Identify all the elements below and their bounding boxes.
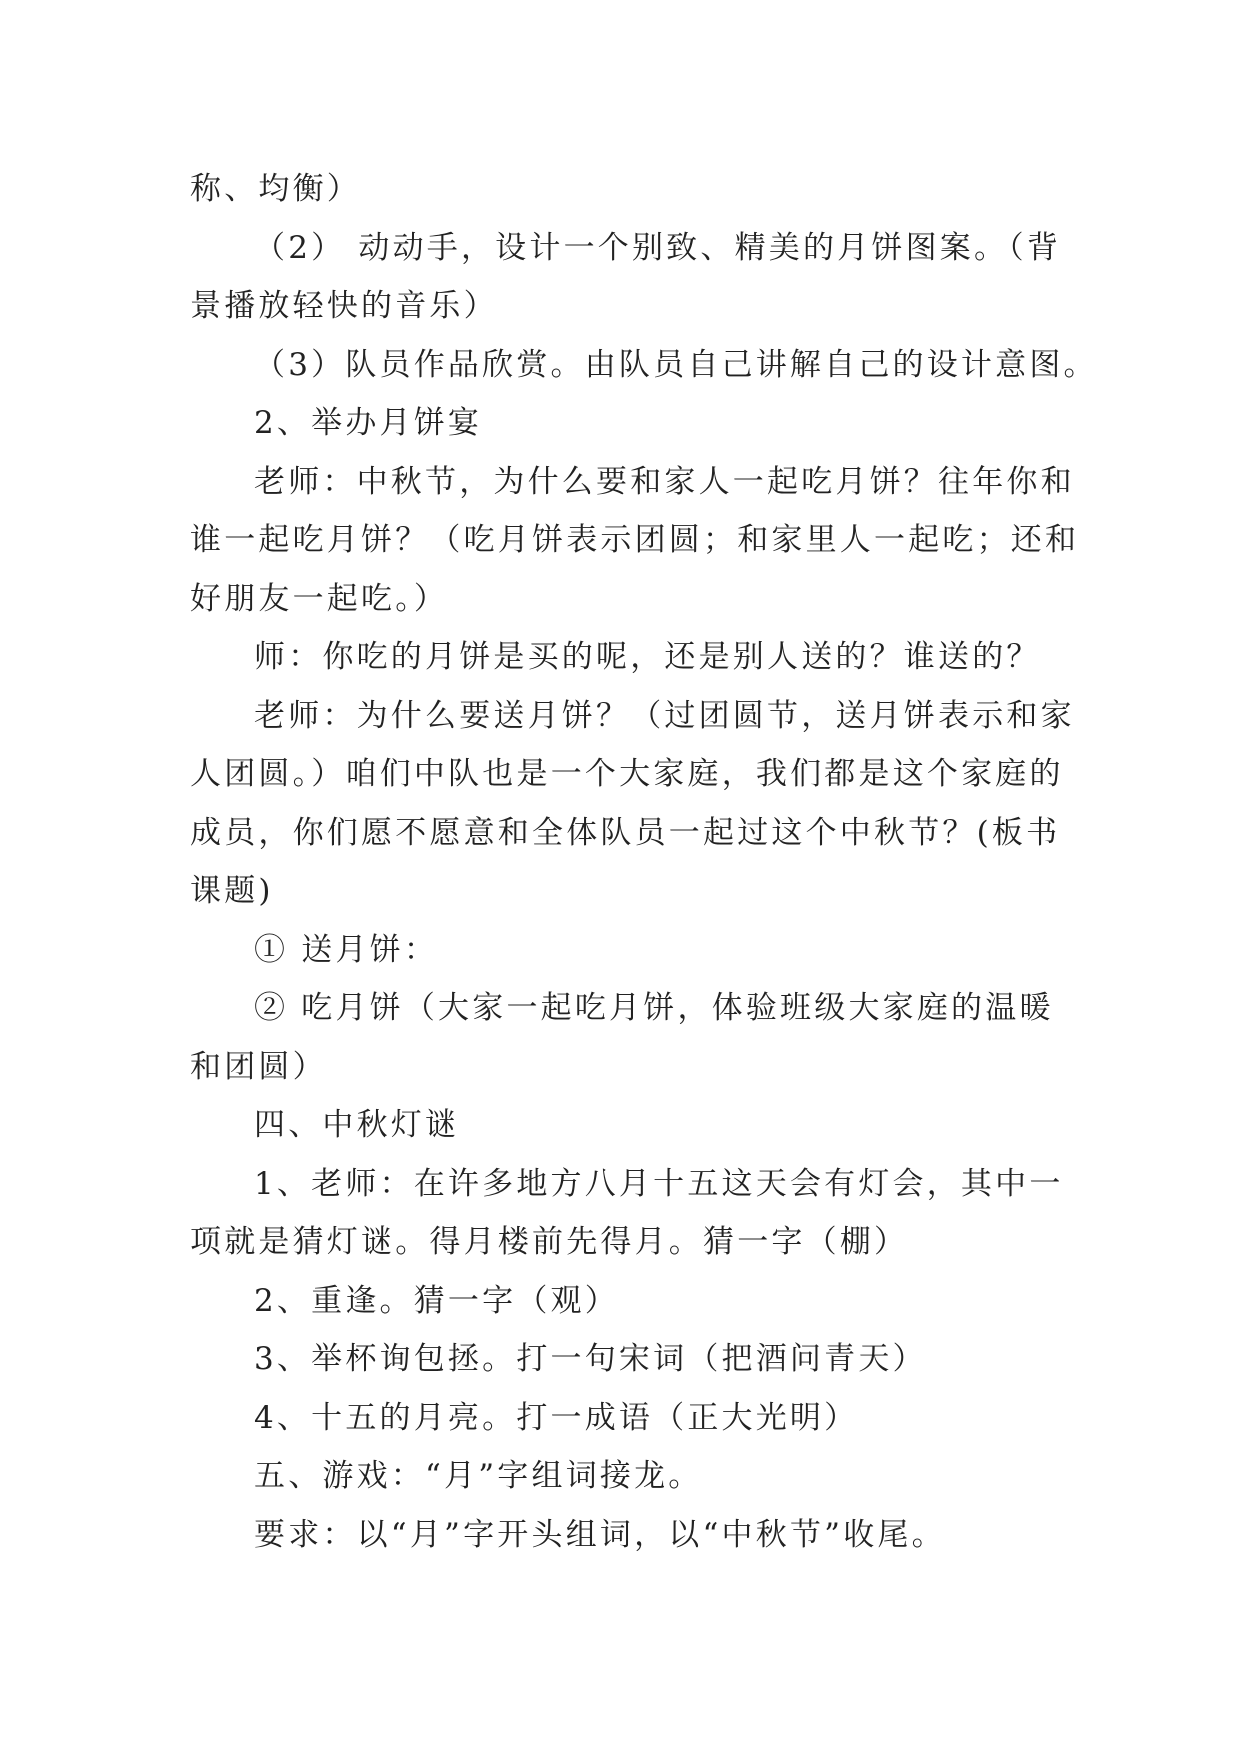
- text-line: 2、重逢。猜一字（观）: [254, 1282, 619, 1319]
- text-line: （2） 动动手，设计一个别致、精美的月饼图案。（背: [254, 229, 1062, 266]
- section-heading: 2、举办月饼宴: [254, 405, 483, 441]
- text-line: 人团圆。）咱们中队也是一个大家庭，我们都是这个家庭的: [190, 756, 1064, 792]
- list-item: ② 吃月饼（大家一起吃月饼，体验班级大家庭的温暖: [254, 990, 1054, 1026]
- section-heading: 五、游戏：“月”字组词接龙。: [254, 1458, 703, 1494]
- list-item: ① 送月饼：: [254, 931, 439, 968]
- text-line: 称、均衡）: [190, 171, 361, 207]
- text-line: 项就是猜灯谜。得月楼前先得月。猜一字（棚）: [190, 1224, 909, 1260]
- text-line: 和团圆）: [190, 1048, 327, 1085]
- text-line: 师：你吃的月饼是买的呢，还是别人送的？谁送的？: [254, 639, 1041, 675]
- text-line: 成员，你们愿不愿意和全体队员一起过这个中秋节？(板书: [190, 814, 1061, 851]
- text-line: 1、老师：在许多地方八月十五这天会有灯会，其中一: [254, 1165, 1064, 1202]
- text-line: 老师：为什么要送月饼？（过团圆节，送月饼表示和家: [254, 697, 1075, 734]
- text-line: 好朋友一起吃。）: [190, 580, 449, 617]
- text-line: 3、举杯询包拯。打一句宋词（把酒问青天）: [254, 1341, 927, 1377]
- section-heading: 四、中秋灯谜: [254, 1107, 460, 1143]
- text-line: 景播放轻快的音乐）: [190, 288, 498, 324]
- document-body: [190, 160, 1098, 1564]
- text-line: 要求：以“月”字开头组词，以“中秋节”收尾。: [254, 1516, 946, 1553]
- text-line: 老师：中秋节，为什么要和家人一起吃月饼？往年你和: [254, 463, 1075, 500]
- text-line: （3）队员作品欣赏。由队员自己讲解自己的设计意图。: [254, 346, 1098, 383]
- text-line: 谁一起吃月饼？（吃月饼表示团圆；和家里人一起吃；还和: [190, 522, 1080, 558]
- text-line: 课题): [190, 873, 274, 909]
- text-line: 4、十五的月亮。打一成语（正大光明）: [254, 1399, 859, 1436]
